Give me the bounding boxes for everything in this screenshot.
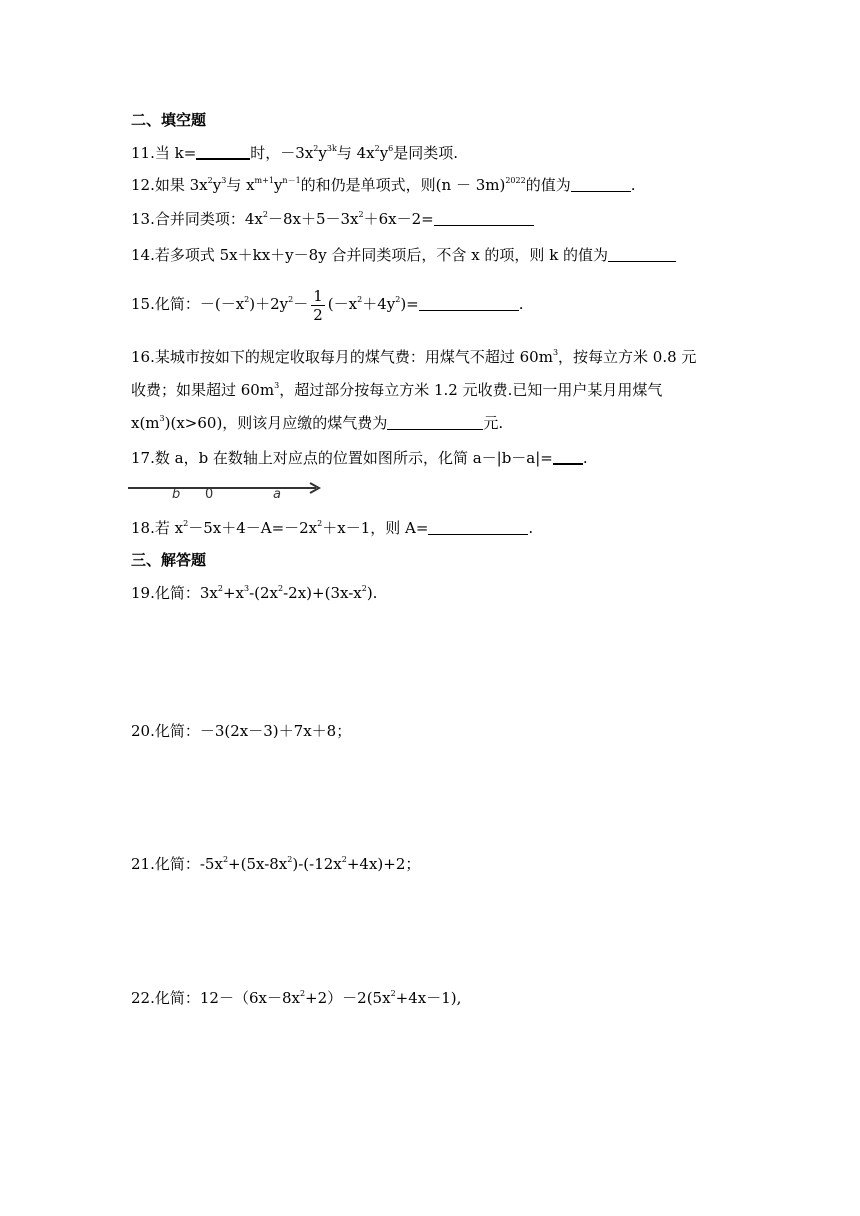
question-22: 22.化简：$12-(6x-8x^2+2)-2(5x^2+4x-1)$, [131, 989, 462, 1007]
number-line-label-b: b [172, 487, 181, 500]
fraction-one-half: $\frac{1}{2}$ [313, 286, 323, 324]
answer-blank[interactable] [608, 246, 676, 262]
question-21: 21.化简：$-5x^2+(5x-8x^2)-(-12x^2+4x)+2$； [131, 855, 421, 873]
question-16-line-3: $x(m^3)(x>60)$，则该月应缴的煤气费为 元. [131, 414, 504, 432]
number-line-label-a: a [273, 487, 281, 500]
question-15: 15.化简：$-(-x^2)+2y^2-$ $\frac{1}{2}$ $(-x^2+4y^2)=$ . [131, 286, 524, 324]
question-16-line-2: 收费；如果超过 $60m^3$，超过部分按每立方米 1.2 元收费.已知一用户某月用煤气 [131, 381, 663, 399]
question-16-line-1: 16.某城市按如下的规定收取每月的煤气费：用煤气不超过 $60m^3$，按每立方米 0.8 元 [131, 348, 697, 366]
question-20: 20.化简：－3(2x－3)＋7x＋8； [131, 722, 352, 740]
question-19: 19.化简：$3x^2+x^3-(2x^2-2x)+(3x-x^2)$. [131, 584, 378, 602]
section-title-fill-blank: 二、填空题 [131, 111, 207, 129]
answer-blank[interactable] [419, 295, 519, 311]
section-title-solve: 三、解答题 [131, 551, 207, 569]
question-13: 13.合并同类项：$4x^2-8x+5-3x^2+6x-2=$ [131, 209, 534, 229]
answer-blank[interactable] [571, 176, 631, 192]
answer-blank[interactable] [196, 143, 250, 160]
question-12: 12.如果 $3x^2y^3$与 $x^{m+1}y^{n-1}$的和仍是单项式，则$(n - 3m)^{2022}$的值为 . [131, 176, 636, 194]
answer-blank[interactable] [434, 210, 534, 226]
question-18: 18.若 $x^2-5x+4-A=-2x^2+x-1$，则 A= . [131, 519, 534, 537]
question-11: 11.当 k= 时，$-3x^2y^{3k}$与 $4x^2y^6$是同类项. [131, 144, 459, 162]
number-line-label-zero: 0 [205, 487, 214, 500]
answer-blank[interactable] [428, 519, 528, 535]
answer-blank[interactable] [553, 448, 583, 465]
answer-blank[interactable] [387, 414, 483, 430]
question-17: 17.数 a，b 在数轴上对应点的位置如图所示，化简 a－|b－a|= . [131, 449, 588, 467]
number-line-figure [128, 478, 324, 500]
question-14: 14.若多项式 5x＋kx＋y－8y 合并同类项后，不含 x 的项，则 k 的值为 [131, 245, 676, 265]
